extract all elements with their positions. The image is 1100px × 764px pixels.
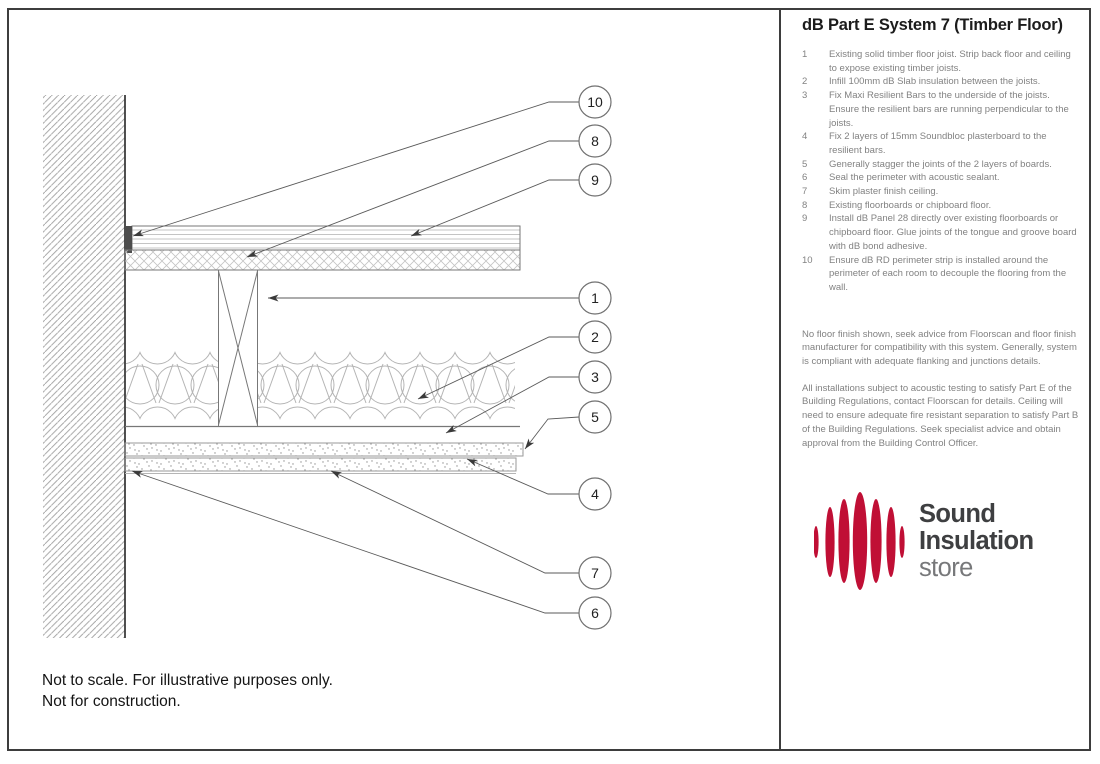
callout-7 [579,557,611,589]
svg-text:7: 7 [591,565,599,581]
notes-list [802,48,1079,295]
callout-5 [579,401,611,433]
svg-text:5: 5 [591,409,599,425]
disclaimer-line-1: Not to scale. For illustrative purposes only. [42,672,333,689]
notes-panel [802,15,1079,450]
leader-line-5 [525,417,579,449]
logo-word-store: store [919,553,973,582]
disclaimer-line-2: Not for construction. [42,692,181,710]
svg-text:6: 6 [591,605,599,621]
logo-word-sound: Sound [919,499,996,528]
db-slab-insulation [126,345,515,425]
note-item: 3 Fix Maxi Resilient Bars to the underside of the joists. Ensure the resilient bars are running perpendicular to the joists. [802,90,1069,129]
callout-3 [579,361,611,393]
callout-6 [579,597,611,629]
note-item: 6 Seal the perimeter with acoustic sealant. [802,172,1000,184]
svg-text:8: 8 [591,133,599,149]
note-item: 1 Existing solid timber floor joist. Strip back floor and ceiling to expose existing timber joists. [802,49,1071,74]
note-item: 5 Generally stagger the joints of the 2 layers of boards. [802,158,1052,170]
callout-8 [579,125,611,157]
svg-text:1: 1 [591,290,599,306]
callout-4 [579,478,611,510]
svg-text:3: 3 [591,369,599,385]
timber-joist [219,270,258,426]
callout-1 [579,282,611,314]
logo-word-insulation: Insulation [919,526,1034,555]
advisory-paragraph-2: All installations subject to acoustic testing to satisfy Part E of the Building Regulations, contact Floorscan for details. Ceiling will need to ensure adequate fire resistant separation to satisfy Part B of the Building Regulations. Seek specialist advice and obtain approval from the Building Control Officer. [802,382,1079,449]
note-item: 8 Existing floorboards or chipboard floor. [802,199,992,211]
svg-text:9: 9 [591,172,599,188]
advisory-paragraph-1: No floor finish shown, seek advice from Floorscan and floor finish manufacturer for compatibility with this system. Generally, system is compliant with adequate flanking and junctions details. [802,328,1077,368]
callout-balloons [579,86,611,629]
leader-line-10 [133,102,579,236]
disclaimer [42,671,333,712]
existing-floorboards-layer [125,250,520,270]
db-rd-perimeter-strip [125,226,132,253]
soundbloc-plasterboard-layers [125,443,523,474]
db-panel-28-layer [132,226,520,250]
callout-2 [579,321,611,353]
note-item: 4 Fix 2 layers of 15mm Soundbloc plasterboard to the resilient bars. [802,131,1047,156]
leader-line-6 [132,471,579,613]
note-item: 9 Install dB Panel 28 directly over existing floorboards or chipboard floor. Glue joints of the tongue and groove board with dB bond adhesive. [802,213,1077,252]
note-item: 7 Skim plaster finish ceiling. [802,186,939,198]
svg-text:2: 2 [591,329,599,345]
note-item: 10 Ensure dB RD perimeter strip is installed around the perimeter of each room to decouple the flooring from the wall. [802,254,1067,293]
leader-line-7 [331,471,579,573]
soundwave-icon [814,489,906,593]
logo-wordmark [919,501,1033,582]
page-title: dB Part E System 7 (Timber Floor) [802,16,1063,34]
note-item: 2 Infill 100mm dB Slab insulation between the joists. [802,76,1041,88]
masonry-wall [43,95,125,638]
soundwave-bars [814,492,905,590]
callout-10 [579,86,611,118]
callout-9 [579,164,611,196]
svg-text:4: 4 [591,486,599,502]
sound-insulation-store-logo [814,489,1033,593]
svg-text:10: 10 [587,94,603,110]
